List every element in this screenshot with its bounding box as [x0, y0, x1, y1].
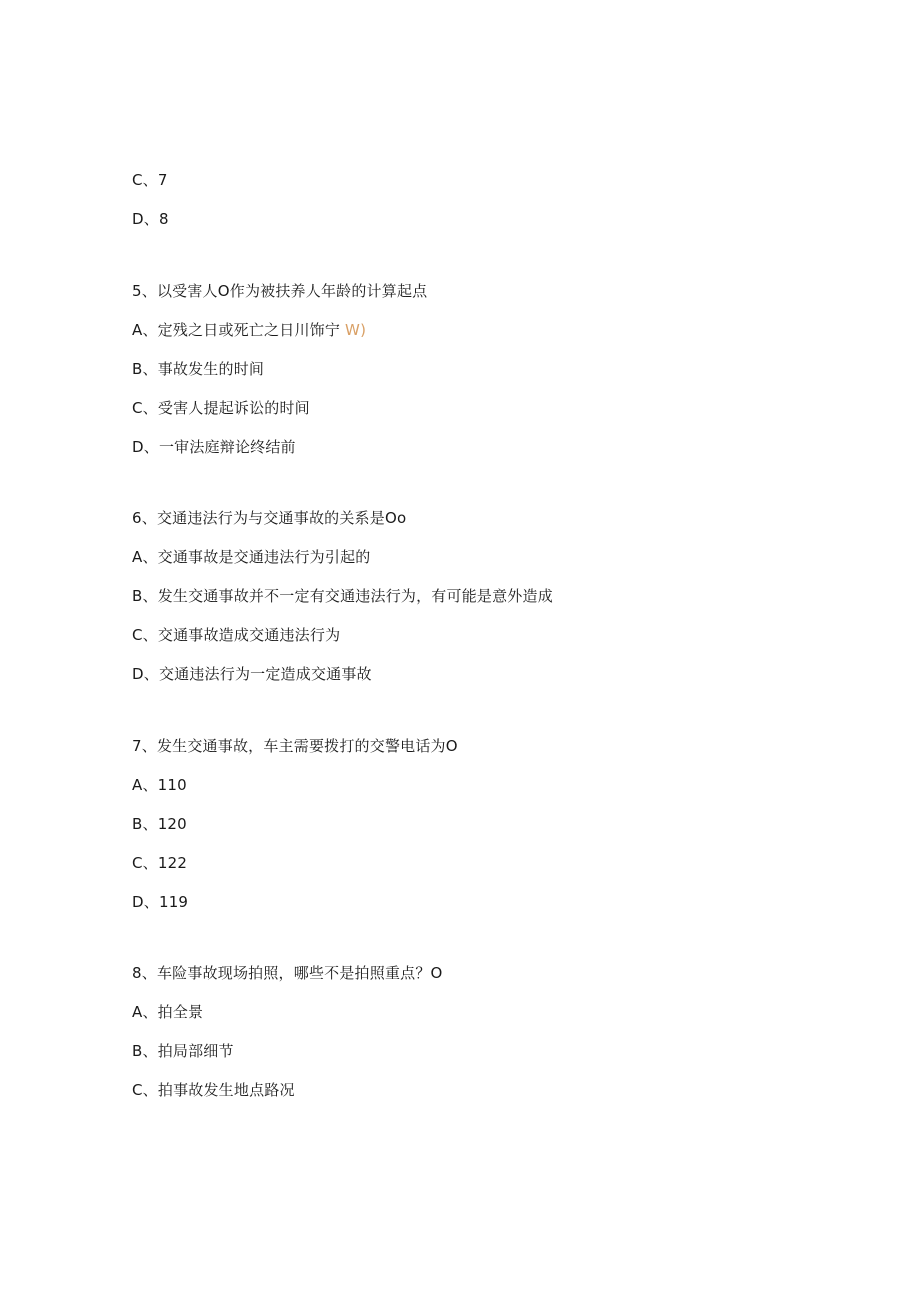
option-a: A、交通事故是交通违法行为引起的: [132, 548, 371, 566]
question-stem: 8、车险事故现场拍照，哪些不是拍照重点？O: [132, 964, 443, 982]
option-d: D、8: [132, 210, 169, 228]
option-d: D、119: [132, 893, 189, 911]
option-text: A、定残之日或死亡之日川饰宁: [132, 321, 341, 339]
option-a: A、110: [132, 776, 187, 794]
question-stem: 6、交通违法行为与交通事故的关系是Oo: [132, 509, 407, 527]
option-a: [132, 320, 366, 340]
option-c: C、交通事故造成交通违法行为: [132, 626, 341, 644]
option-c: C、122: [132, 854, 188, 872]
option-b: B、120: [132, 815, 187, 833]
question-stem: 5、以受害人O作为被扶养人年龄的计算起点: [132, 282, 428, 300]
option-c: C、7: [132, 171, 168, 189]
question-stem: 7、发生交通事故，车主需要拨打的交警电话为O: [132, 737, 458, 755]
option-b: B、发生交通事故并不一定有交通违法行为，有可能是意外造成: [132, 587, 553, 605]
option-d: D、一审法庭辩论终结前: [132, 438, 296, 456]
option-a: A、拍全景: [132, 1003, 204, 1021]
option-d: D、交通违法行为一定造成交通事故: [132, 665, 372, 683]
option-c: C、受害人提起诉讼的时间: [132, 399, 310, 417]
option-c: C、拍事故发生地点路况: [132, 1081, 295, 1099]
option-b: B、事故发生的时间: [132, 360, 265, 378]
option-b: B、拍局部细节: [132, 1042, 234, 1060]
annotation-note: W): [340, 321, 367, 339]
